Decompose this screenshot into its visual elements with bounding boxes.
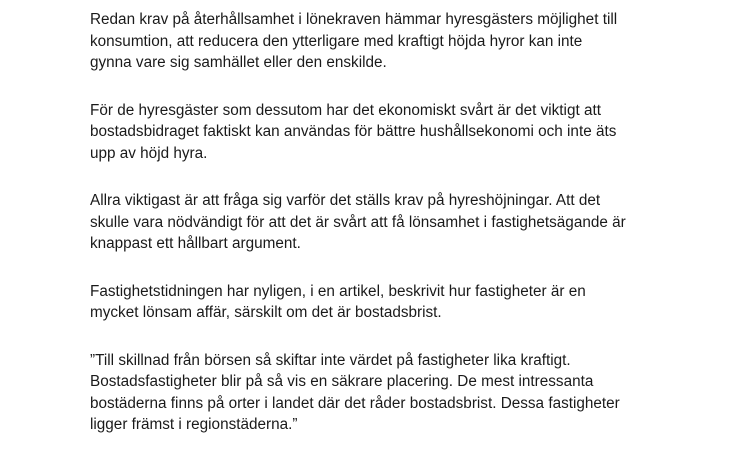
text-line: mycket lönsam affär, särskilt om det är bostadsbrist. [90,304,442,321]
text-line: knappast ett hållbart argument. [90,235,301,252]
text-line: ligger främst i regionstäderna.” [90,416,298,433]
paragraph [90,9,730,74]
paragraph [90,190,730,255]
paragraph [90,281,730,324]
text-line: För de hyresgäster som dessutom har det ekonomiskt svårt är det viktigt att [90,101,601,119]
document-page [90,9,730,462]
text-line: gynna vare sig samhället eller den enskilde. [90,54,387,71]
quote-paragraph [90,350,730,436]
text-line: Redan krav på återhållsamhet i lönekraven hämmar hyresgästers möjlighet till [90,11,618,28]
text-line: bostäderna finns på orter i landet där det råder bostadsbrist. Dessa fastigheter [90,394,620,412]
text-line: bostadsbidraget faktiskt kan användas för bättre hushållsekonomi och inte äts [90,123,617,140]
text-line: upp av höjd hyra. [90,144,208,162]
text-line: ”Till skillnad från börsen så skiftar inte värdet på fastigheter lika kraftigt. [90,351,571,369]
text-line: konsumtion, att reducera den ytterligare med kraftigt höjda hyror kan inte [90,32,583,50]
text-line: Allra viktigast är att fråga sig varför det ställs krav på hyreshöjningar. Att det [90,192,601,209]
text-line: Bostadsfastigheter blir på så vis en säkrare placering. De mest intressanta [90,373,594,390]
paragraph [90,100,730,165]
text-line: skulle vara nödvändigt för att det är svårt att få lönsamhet i fastighetsägande är [90,213,626,231]
text-line: Fastighetstidningen har nyligen, i en artikel, beskrivit hur fastigheter är en [90,282,586,300]
